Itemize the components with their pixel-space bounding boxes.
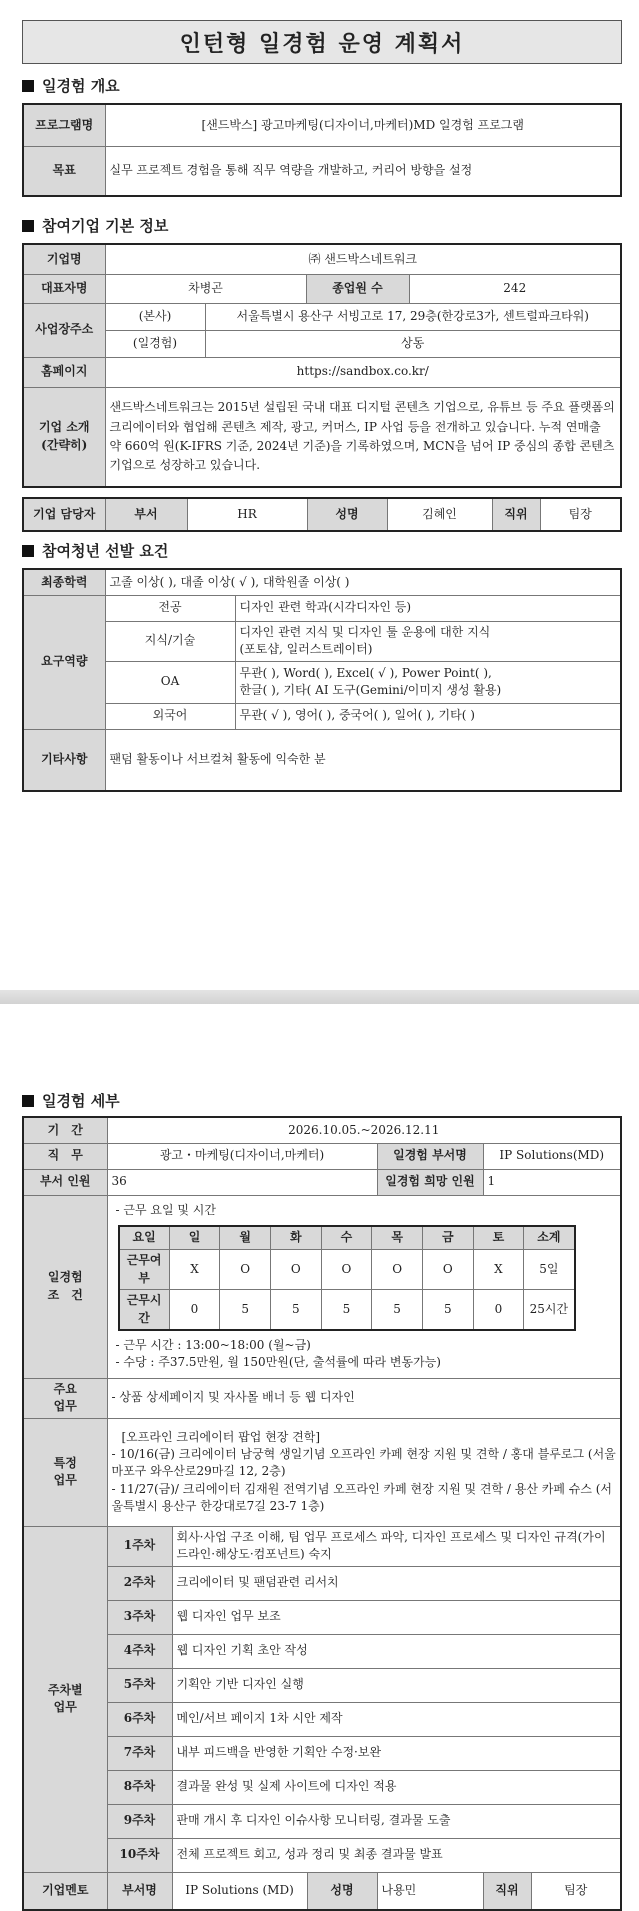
condition-hours: - 근무 시간 : 13:00~18:00 (월~금)	[115, 1337, 311, 1352]
week-label: 7주차	[107, 1736, 172, 1770]
period-value: 2026.10.05.~2026.12.11	[107, 1117, 621, 1143]
week-label: 5주차	[107, 1668, 172, 1702]
schedule-cell: O	[270, 1250, 321, 1290]
program-label: 프로그램명	[23, 104, 105, 146]
hq-label: (본사)	[105, 303, 205, 330]
company-name-label: 기업명	[23, 244, 105, 274]
schedule-table	[118, 1225, 576, 1331]
condition-label-line-1: 일경험	[47, 1270, 83, 1285]
week-task: 기획안 기반 디자인 실행	[172, 1668, 621, 1702]
condition-value	[107, 1195, 621, 1378]
schedule-cell: 25시간	[524, 1290, 575, 1330]
oa-value-line-1: 무관( ), Word( ), Excel( √ ), Power Point( ),	[239, 665, 492, 680]
week-task: 웹 디자인 업무 보조	[172, 1600, 621, 1634]
schedule-cell: 5일	[524, 1250, 575, 1290]
section-requirements-title: 참여청년 선발 요건	[42, 542, 169, 560]
special-task-label	[23, 1418, 107, 1526]
week-task: 회사·사업 구조 이해, 팀 업무 프로세스 파악, 디자인 프로세스 및 디자인 규격(가이드라인·해상도·컴포넌트) 숙지	[172, 1526, 621, 1566]
section-company-heading	[22, 215, 168, 236]
weekly-task-label-line-2: 업무	[53, 1700, 77, 1715]
week-label: 3주차	[107, 1600, 172, 1634]
square-bullet-icon	[22, 545, 34, 557]
hope-value: 1	[483, 1169, 621, 1195]
special-task-title: [오프라인 크리에이터 팝업 현장 견학]	[121, 1429, 321, 1444]
schedule-header: 화	[270, 1226, 321, 1250]
document-page-2	[0, 1004, 639, 1898]
schedule-cell: 5	[321, 1290, 372, 1330]
intro-value: 샌드박스네트워크는 2015년 설립된 국내 대표 디지털 콘텐츠 기업으로, 유튜브 등 주요 플랫폼의 크리에이터와 협업해 콘텐츠 제작, 광고, 커머스, IP 사업 등을 전개하고 있습니다. 누적 연매출 약 660억 원(K-IFRS 기준, 2024년 기준)을 기록하였으며, MCN을 넘어 IP 중심의 종합 콘텐츠 기업으로 성장하고 있습니다.	[105, 387, 621, 487]
schedule-row-label: 근무시간	[119, 1290, 170, 1330]
mentor-title-label: 직위	[483, 1872, 531, 1910]
schedule-header: 소계	[524, 1226, 575, 1250]
week-label: 6주차	[107, 1702, 172, 1736]
main-task-label-line-1: 주요	[53, 1381, 77, 1396]
special-task-value	[107, 1418, 621, 1526]
contact-name-label: 성명	[307, 498, 387, 531]
intro-label	[23, 387, 105, 487]
staff-value: 36	[107, 1169, 377, 1195]
contact-title-value: 팀장	[540, 498, 621, 531]
address-label: 사업장주소	[23, 303, 105, 357]
language-value: 무관( √ ), 영어( ), 중국어( ), 일어( ), 기타( )	[235, 703, 621, 729]
mentor-dept-value: IP Solutions (MD)	[172, 1872, 307, 1910]
special-task-1: - 10/16(금) 크리에이터 남궁혁 생일기념 오프라인 카페 현장 지원 및 견학 / 홍대 블루로그 (서울 마포구 와우산로29마길 12, 2층)	[111, 1446, 616, 1479]
weekly-task-label	[23, 1526, 107, 1872]
mentor-name-label: 성명	[307, 1872, 377, 1910]
ceo-label: 대표자명	[23, 274, 105, 303]
homepage-link[interactable]: https://sandbox.co.kr/	[105, 357, 621, 387]
section-requirements-heading	[22, 540, 168, 561]
week-task: 메인/서브 페이지 1차 시안 제작	[172, 1702, 621, 1736]
schedule-header: 요일	[119, 1226, 170, 1250]
education-value: 고졸 이상( ), 대졸 이상( √ ), 대학원졸 이상( )	[105, 569, 621, 595]
schedule-header: 목	[372, 1226, 423, 1250]
skill-value-line-1: 디자인 관련 지식 및 디자인 툴 운용에 대한 지식	[239, 624, 491, 639]
staff-label: 부서 인원	[23, 1169, 107, 1195]
square-bullet-icon	[22, 220, 34, 232]
schedule-cell: O	[321, 1250, 372, 1290]
week-task: 판매 개시 후 디자인 이슈사항 모니터링, 결과물 도출	[172, 1804, 621, 1838]
job-label: 직 무	[23, 1143, 107, 1169]
page-separator	[0, 990, 639, 1004]
language-label: 외국어	[105, 703, 235, 729]
schedule-header: 일	[169, 1226, 220, 1250]
condition-pay: - 수당 : 주37.5만원, 월 150만원(단, 출석률에 따라 변동가능)	[115, 1355, 441, 1370]
mentor-label: 기업멘토	[23, 1872, 107, 1910]
schedule-cell: 5	[220, 1290, 271, 1330]
goal-label: 목표	[23, 146, 105, 196]
hope-label: 일경험 희망 인원	[377, 1169, 483, 1195]
schedule-cell: 0	[473, 1290, 524, 1330]
week-label: 1주차	[107, 1526, 172, 1566]
special-task-label-line-1: 특정	[53, 1455, 77, 1470]
schedule-header: 금	[422, 1226, 473, 1250]
contact-title-label: 직위	[492, 498, 540, 531]
week-label: 2주차	[107, 1566, 172, 1600]
condition-label	[23, 1195, 107, 1378]
schedule-header: 월	[220, 1226, 271, 1250]
special-task-label-line-2: 업무	[53, 1473, 77, 1488]
skill-value	[235, 621, 621, 661]
schedule-cell: O	[422, 1250, 473, 1290]
company-table	[22, 243, 622, 488]
employee-value: 242	[409, 274, 621, 303]
special-task-2: - 11/27(금)/ 크리에이터 김재원 전역기념 오프라인 카페 현장 지원 및 견학 / 용산 카페 슈스 (서울특별시 용산구 한강대로7길 23-7 1층)	[111, 1481, 613, 1514]
work-site-address: 상동	[205, 330, 621, 357]
education-label: 최종학력	[23, 569, 105, 595]
schedule-cell: 5	[270, 1290, 321, 1330]
schedule-header-row	[119, 1226, 575, 1250]
employee-label: 종업원 수	[306, 274, 409, 303]
schedule-header: 토	[473, 1226, 524, 1250]
mentor-name-value: 나용민	[377, 1872, 483, 1910]
intro-label-line-1: 기업 소개	[38, 420, 90, 435]
homepage-label: 홈페이지	[23, 357, 105, 387]
intro-label-line-2: (간략히)	[41, 437, 88, 452]
week-task: 결과물 완성 및 실제 사이트에 디자인 적용	[172, 1770, 621, 1804]
contact-dept-value: HR	[187, 498, 307, 531]
program-value: [샌드박스] 광고마케팅(디자이너,마케터)MD 일경험 프로그램	[105, 104, 621, 146]
schedule-row	[119, 1250, 575, 1290]
week-task: 크리에이터 및 팬덤관련 리서치	[172, 1566, 621, 1600]
schedule-cell: 5	[422, 1290, 473, 1330]
weekly-task-label-line-1: 주차별	[47, 1682, 83, 1697]
etc-value: 팬덤 활동이나 서브컬쳐 활동에 익숙한 분	[105, 729, 621, 791]
etc-label: 기타사항	[23, 729, 105, 791]
section-company-title: 참여기업 기본 정보	[42, 217, 169, 235]
contact-name-value: 김혜인	[387, 498, 492, 531]
major-value: 디자인 관련 학과(시각디자인 등)	[235, 595, 621, 621]
skill-value-line-2: (포토샵, 일러스트레이터)	[239, 642, 373, 656]
week-task: 내부 피드백을 반영한 기획안 수정·보완	[172, 1736, 621, 1770]
section-detail-heading	[22, 1090, 120, 1111]
goal-value: 실무 프로젝트 경험을 통해 직무 역량을 개발하고, 커리어 방향을 설정	[105, 146, 621, 196]
schedule-cell: 5	[372, 1290, 423, 1330]
job-value: 광고・마케팅(디자이너,마케터)	[107, 1143, 377, 1169]
schedule-cell: 0	[169, 1290, 220, 1330]
contact-table	[22, 497, 622, 532]
schedule-cell: O	[372, 1250, 423, 1290]
hq-address: 서울특별시 용산구 서빙고로 17, 29층(한강로3가, 센트럴파크타워)	[205, 303, 621, 330]
week-task: 웹 디자인 기획 초안 작성	[172, 1634, 621, 1668]
mentor-dept-label: 부서명	[107, 1872, 172, 1910]
requirements-table	[22, 568, 622, 792]
week-label: 9주차	[107, 1804, 172, 1838]
detail-dept-label: 일경험 부서명	[377, 1143, 483, 1169]
company-name-value: ㈜ 샌드박스네트워크	[105, 244, 621, 274]
week-task: 전체 프로젝트 회고, 성과 정리 및 최종 결과물 발표	[172, 1838, 621, 1872]
mentor-title-value: 팀장	[531, 1872, 621, 1910]
square-bullet-icon	[22, 1095, 34, 1107]
main-task-label	[23, 1378, 107, 1418]
document-title: 인턴형 일경험 운영 계획서	[22, 20, 622, 64]
section-detail-title: 일경험 세부	[42, 1092, 120, 1110]
schedule-cell: X	[473, 1250, 524, 1290]
skill-label: 지식/기술	[105, 621, 235, 661]
main-task-value: - 상품 상세페이지 및 자사몰 배너 등 웹 디자인	[107, 1378, 621, 1418]
condition-title: - 근무 요일 및 시간	[115, 1202, 216, 1217]
section-overview-title: 일경험 개요	[42, 77, 120, 95]
oa-value	[235, 661, 621, 703]
contact-label: 기업 담당자	[23, 498, 105, 531]
schedule-row	[119, 1290, 575, 1330]
square-bullet-icon	[22, 80, 34, 92]
week-label: 4주차	[107, 1634, 172, 1668]
schedule-header: 수	[321, 1226, 372, 1250]
overview-table	[22, 103, 622, 197]
detail-dept-value: IP Solutions(MD)	[483, 1143, 621, 1169]
schedule-cell: O	[220, 1250, 271, 1290]
week-label: 10주차	[107, 1838, 172, 1872]
section-overview-heading	[22, 75, 120, 96]
schedule-cell: X	[169, 1250, 220, 1290]
ceo-value: 차병곤	[105, 274, 306, 303]
work-site-label: (일경험)	[105, 330, 205, 357]
main-task-label-line-2: 업무	[53, 1399, 77, 1414]
detail-table	[22, 1116, 622, 1911]
condition-label-line-2: 조 건	[47, 1287, 83, 1302]
period-label: 기 간	[23, 1117, 107, 1143]
schedule-row-label: 근무여부	[119, 1250, 170, 1290]
major-label: 전공	[105, 595, 235, 621]
competency-label: 요구역량	[23, 595, 105, 729]
oa-value-line-2: 한글( ), 기타( AI 도구(Gemini/이미지 생성 활용)	[239, 683, 502, 697]
week-label: 8주차	[107, 1770, 172, 1804]
oa-label: OA	[105, 661, 235, 703]
contact-dept-label: 부서	[105, 498, 187, 531]
